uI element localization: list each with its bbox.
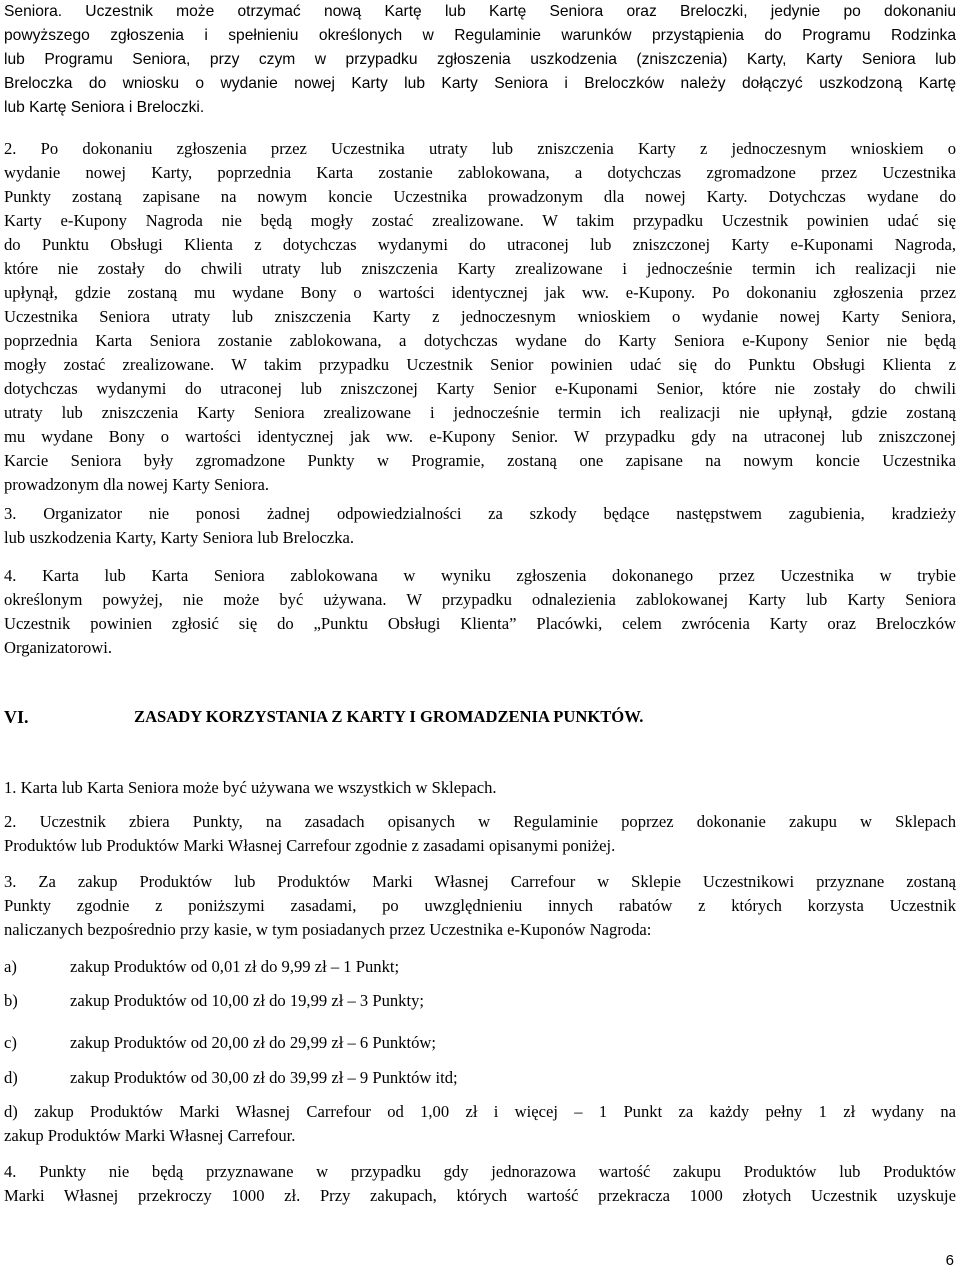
text-line: Uczestnika Seniora utraty lub zniszczenia Karty z jednoczesnym wnioskiem o wydanie nowej Karty Seniora, <box>4 307 956 326</box>
list-item-private-label <box>4 1100 956 1148</box>
text-line: powyższego zgłoszenia i spełnieniu określonych w Regulaminie warunków przystąpienia do Programu Rodzinka <box>4 27 956 44</box>
text-line: d) zakup Produktów Marki Własnej Carrefour od 1,00 zł i więcej – 1 Punkt za każdy pełny 1 zł wydany na <box>4 1102 956 1121</box>
text-line: 2. Po dokonaniu zgłoszenia przez Uczestnika utraty lub zniszczenia Karty z jednoczesnym wnioskiem o <box>4 139 956 158</box>
text-line: upłynął, gdzie zostaną mu wydane Bony o wartości identycznej jak ww. e-Kupony. Po dokonaniu zgłoszenia przez <box>4 283 956 302</box>
text-line: Punkty zgodnie z poniższymi zasadami, po uwzględnieniu innych rabatów z których korzysta Uczestnik <box>4 896 956 915</box>
text-line: Seniora. Uczestnik może otrzymać nową Kartę lub Kartę Seniora oraz Breloczki, jedynie po dokonaniu <box>4 3 956 20</box>
text-line: Produktów lub Produktów Marki Własnej Carrefour zgodnie z zasadami opisanymi poniżej. <box>4 836 616 855</box>
text-line: zakup Produktów Marki Własnej Carrefour. <box>4 1126 296 1145</box>
text-line: prowadzonym dla nowej Karty Seniora. <box>4 475 269 494</box>
text-line: mogły zostać zrealizowane. W takim przypadku Uczestnik Senior powinien udać się do Punktu Obsługi Klienta z <box>4 355 956 374</box>
section-number: VI. <box>4 707 29 727</box>
list-item-label: a) <box>4 957 17 976</box>
rule-3 <box>4 870 956 942</box>
list-item-label: d) <box>4 1068 18 1087</box>
text-line: naliczanych bezpośrednio przy kasie, w tym posiadanych przez Uczestnika e-Kuponów Nagroda: <box>4 920 652 939</box>
text-line: Karcie Seniora były zgromadzone Punkty w Programie, zostaną one zapisane na nowym koncie Uczestnika <box>4 451 956 470</box>
list-item-text: zakup Produktów od 10,00 zł do 19,99 zł – 3 Punkty; <box>70 991 424 1010</box>
rule-4 <box>4 1160 956 1208</box>
text-line: wydanie nowej Karty, poprzednia Karta zostanie zablokowana, a dotychczas zgromadzone przez Uczestnika <box>4 163 956 182</box>
text-line: do Punktu Obsługi Klienta z dotychczas wydanymi do utraconej lub zniszczonej Karty e-Kuponami Nagroda, <box>4 235 956 254</box>
text-line: 3. Za zakup Produktów lub Produktów Marki Własnej Carrefour w Sklepie Uczestnikowi przyznane zostaną <box>4 872 956 891</box>
text-line: dotychczas wydanymi do utraconej lub zniszczonej Karty Senior e-Kuponami Senior, które nie zostały do chwili <box>4 379 956 398</box>
text-line: lub Programu Seniora, przy czym w przypadku zgłoszenia uszkodzenia (zniszczenia) Karty, Karty Seniora lub <box>4 51 956 68</box>
text-line: 3. Organizator nie ponosi żadnej odpowiedzialności za szkody będące następstwem zagubienia, kradzieży <box>4 504 956 523</box>
rule-1 <box>4 776 956 800</box>
paragraph-2-lost-card <box>4 137 956 497</box>
paragraph-card-replacement <box>4 0 956 120</box>
paragraph-4-blocked-card <box>4 564 956 660</box>
text-line: 4. Karta lub Karta Seniora zablokowana w wyniku zgłoszenia dokonanego przez Uczestnika w trybie <box>4 566 956 585</box>
list-item-label: b) <box>4 991 18 1010</box>
text-line: określonym powyżej, nie może być używana. W przypadku odnalezienia zablokowanej Karty lub Karty Seniora <box>4 590 956 609</box>
text-line: mu wydane Bony o wartości identycznej jak ww. e-Kupony Senior. W przypadku gdy na utraconej lub zniszczonej <box>4 427 956 446</box>
text-line: lub uszkodzenia Karty, Karty Seniora lub Breloczka. <box>4 528 355 547</box>
text-line: Karty e-Kupony Nagroda nie będą mogły zostać zrealizowane. W takim przypadku Uczestnik powinien udać się <box>4 211 956 230</box>
text-line: Breloczka do wniosku o wydanie nowej Karty lub Karty Seniora i Breloczków należy dołączyć uszkodzoną Kartę <box>4 75 956 92</box>
page-number: 6 <box>945 1252 954 1269</box>
text-line: Marki Własnej przekroczy 1000 zł. Przy zakupach, których wartość przekracza 1000 złotych Uczestnik uzyskuje <box>4 1186 956 1205</box>
text-line: Uczestnik powinien zgłosić się do „Punktu Obsługi Klienta” Placówki, celem zwrócenia Karty oraz Breloczków <box>4 614 956 633</box>
section-title: ZASADY KORZYSTANIA Z KARTY I GROMADZENIA PUNKTÓW. <box>134 707 644 726</box>
list-item-text: zakup Produktów od 20,00 zł do 29,99 zł – 6 Punktów; <box>70 1033 436 1052</box>
text-line: Punkty zostaną zapisane na nowym koncie Uczestnika prowadzonym dla nowej Karty. Dotychczas wydane do <box>4 187 956 206</box>
rule-2 <box>4 810 956 858</box>
text-line: poprzednia Karta Seniora zostanie zablokowana, a dotychczas wydane do Karty Seniora e-Kupony Senior nie będą <box>4 331 956 350</box>
text-line: 4. Punkty nie będą przyznawane w przypadku gdy jednorazowa wartość zakupu Produktów lub Produktów <box>4 1162 956 1181</box>
paragraph-3-liability <box>4 502 956 550</box>
list-item-label: c) <box>4 1033 17 1052</box>
text-line: 1. Karta lub Karta Seniora może być używana we wszystkich w Sklepach. <box>4 778 497 797</box>
text-line: Organizatorowi. <box>4 638 112 657</box>
text-line: które nie zostały do chwili utraty lub zniszczenia Karty zrealizowane i jednocześnie termin ich realizacji nie <box>4 259 956 278</box>
list-item-text: zakup Produktów od 30,00 zł do 39,99 zł – 9 Punktów itd; <box>70 1068 458 1087</box>
list-item-text: zakup Produktów od 0,01 zł do 9,99 zł – 1 Punkt; <box>70 957 400 976</box>
text-line: lub Kartę Seniora i Breloczki. <box>4 99 205 116</box>
text-line: utraty lub zniszczenia Karty Seniora zrealizowane i jednocześnie termin ich realizacji nie upłynął, gdzie zostaną <box>4 403 956 422</box>
text-line: 2. Uczestnik zbiera Punkty, na zasadach opisanych w Regulaminie poprzez dokonanie zakupu w Sklepach <box>4 812 956 831</box>
